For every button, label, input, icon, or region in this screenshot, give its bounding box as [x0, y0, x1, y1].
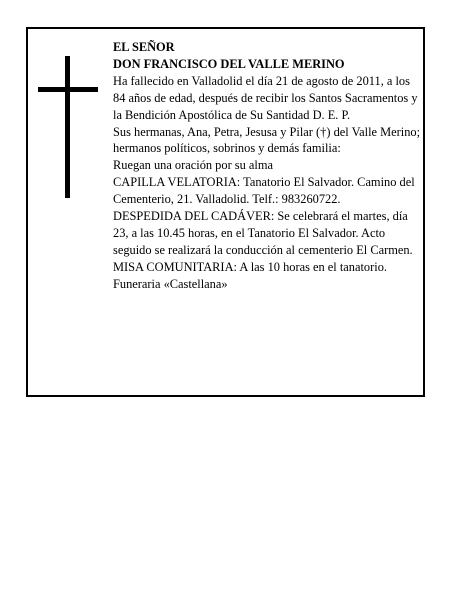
title-line-1: EL SEÑOR [113, 40, 175, 54]
cross-vertical-bar [65, 56, 70, 198]
wake-chapel-info: CAPILLA VELATORIA: Tanatorio El Salvador. Camino del Cementerio, 21. Valladolid. Telf.: 983260722. [113, 175, 415, 207]
funeral-home: Funeraria «Castellana» [113, 276, 228, 291]
prayer-request: Ruegan una oración por su alma [113, 158, 273, 173]
farewell-info: DESPEDIDA DEL CADÁVER: Se celebrará el martes, día 23, a las 10.45 horas, en el Tanatorio El Salvador. Acto seguido se realizará la conducción al cementerio El Carmen. [113, 209, 413, 257]
family-mourners: Sus hermanas, Ana, Petra, Jesusa y Pilar (†) del Valle Merino; hermanos políticos, sobrinos y demás familia: [113, 124, 421, 156]
death-announcement: Ha fallecido en Valladolid el día 21 de agosto de 2011, a los 84 años de edad, después de recibir los Santos Sacramentos y la Bendición Apostólica de Su Santidad D. E. P. [113, 73, 418, 122]
title-line-2: DON FRANCISCO DEL VALLE MERINO [113, 56, 345, 71]
cross-horizontal-bar [38, 87, 98, 92]
notice-text [113, 39, 421, 293]
cross-icon [38, 56, 98, 198]
mass-info: MISA COMUNITARIA: A las 10 horas en el tanatorio. [113, 259, 387, 274]
obituary-notice [26, 27, 425, 397]
